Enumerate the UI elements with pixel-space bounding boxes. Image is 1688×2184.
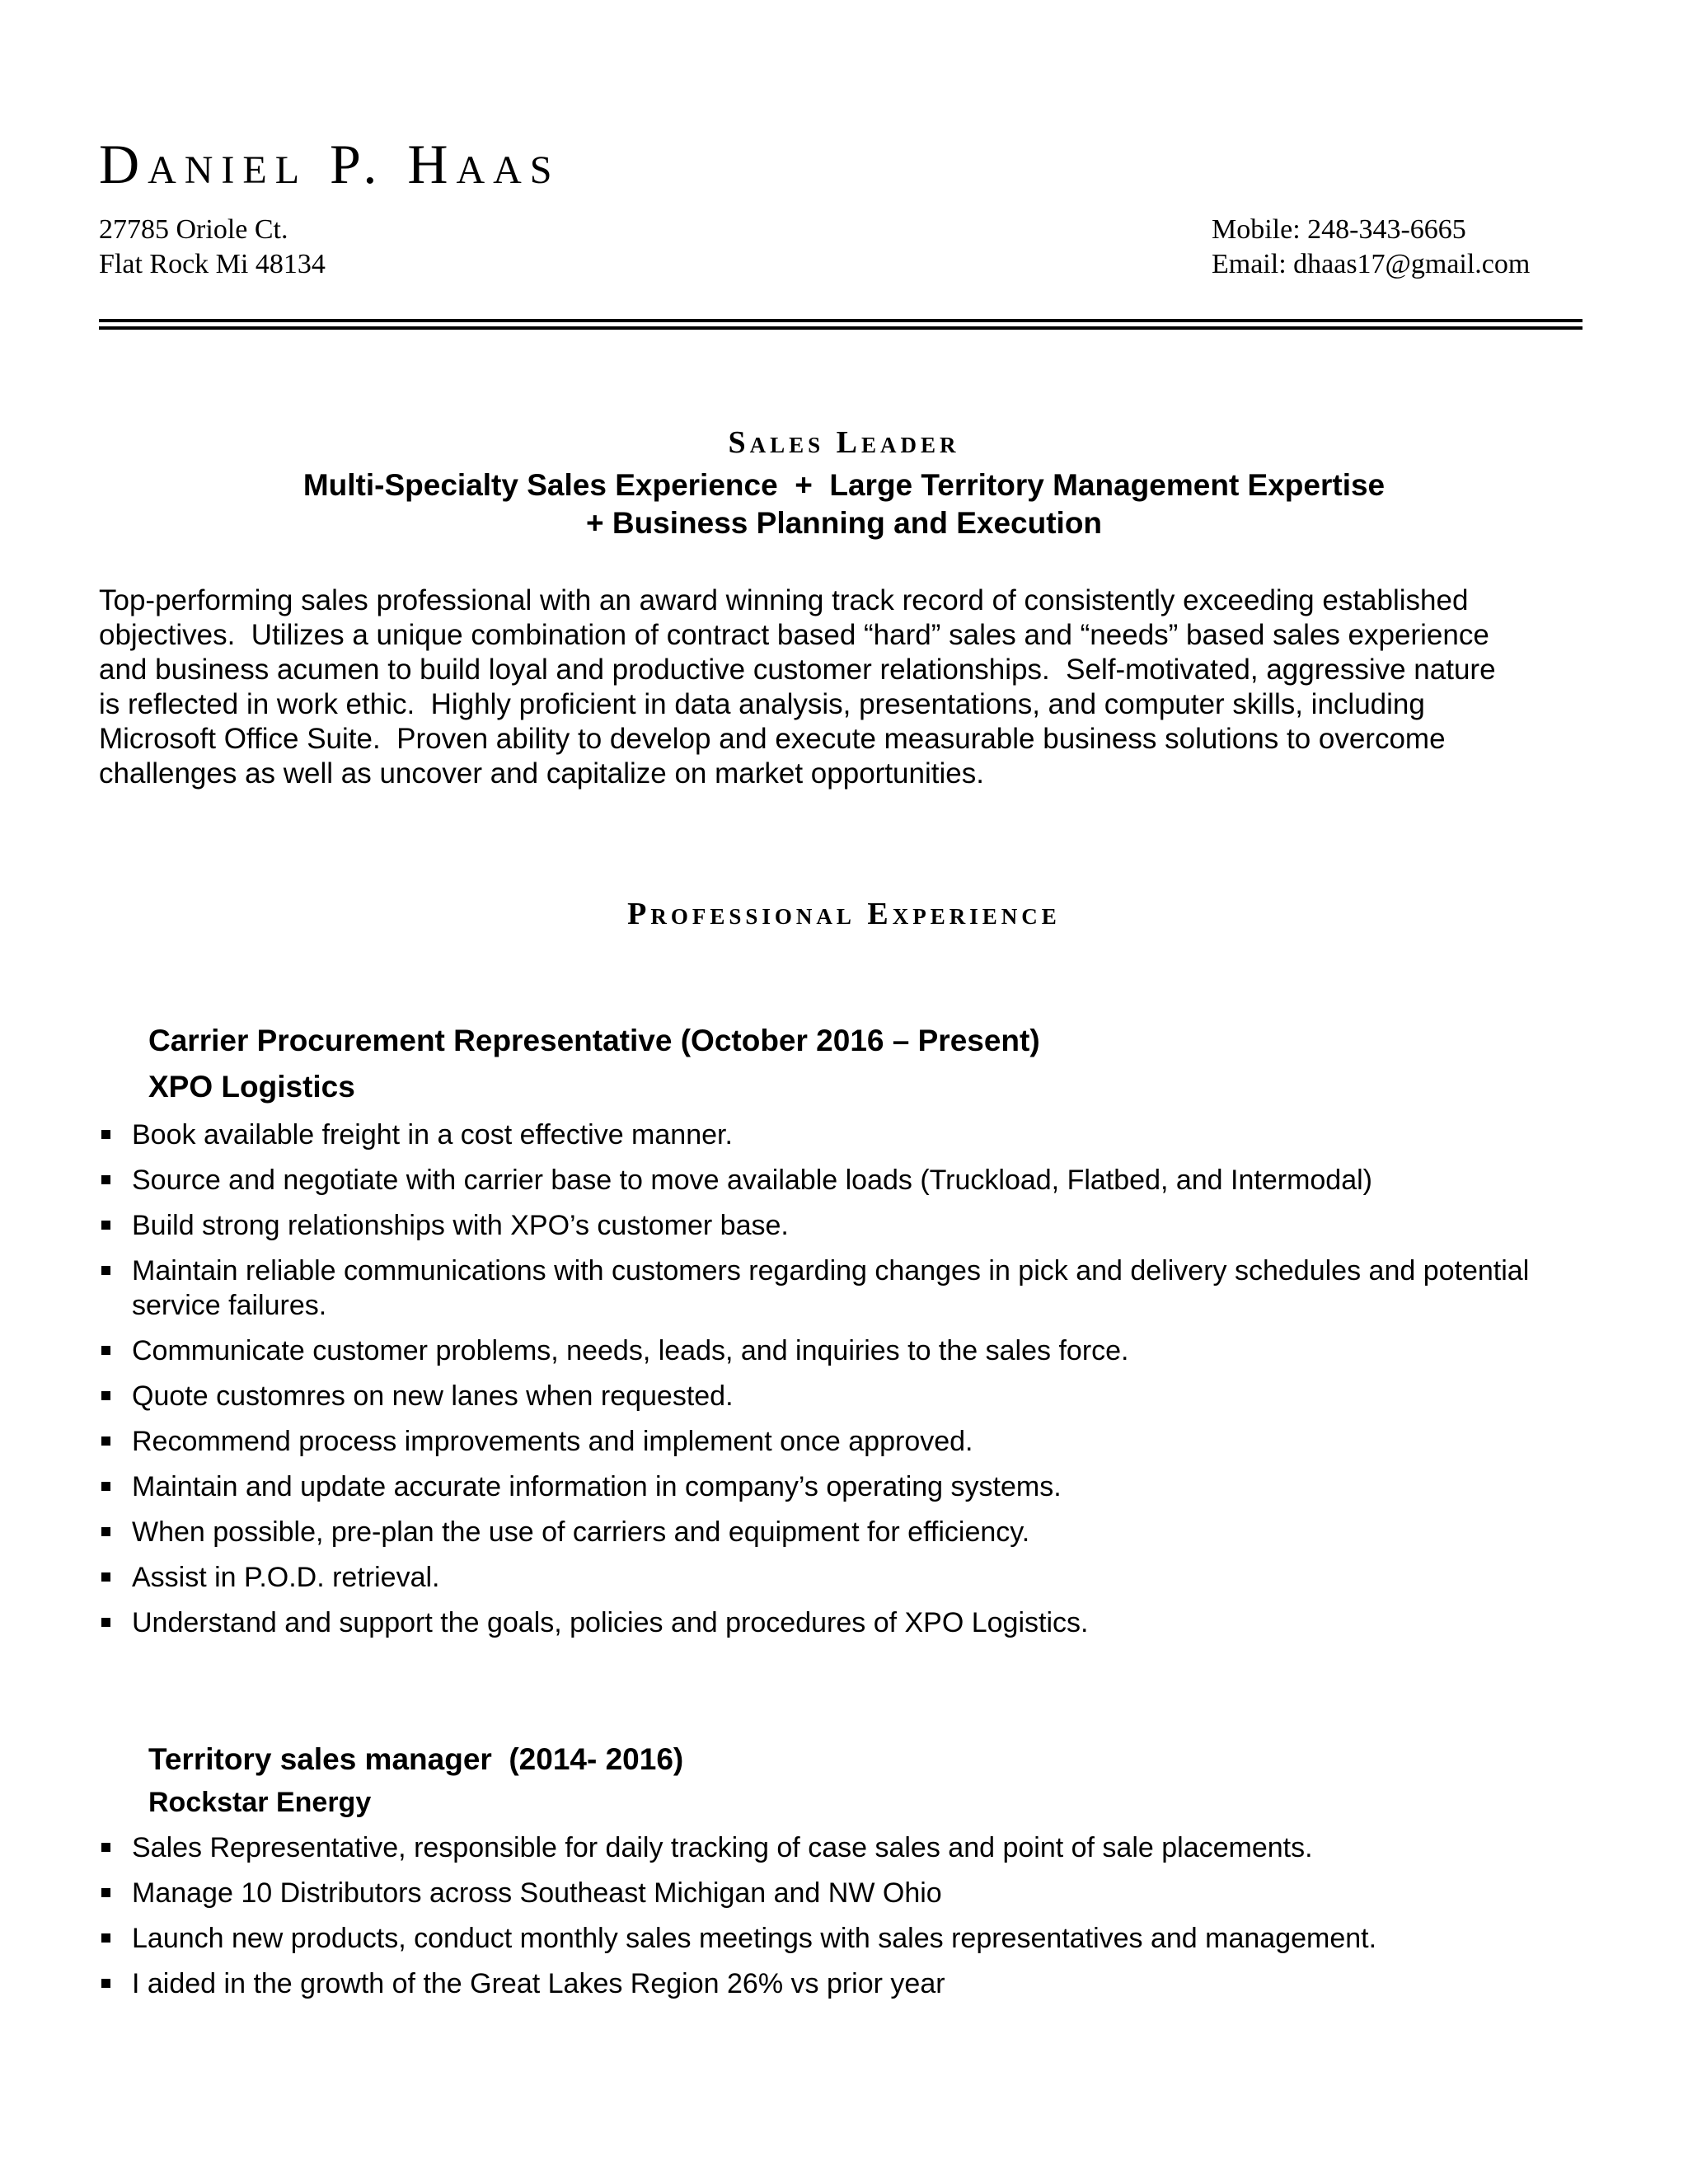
bullet-marker — [101, 1933, 110, 1943]
job-title: Territory sales manager (2014- 2016) — [148, 1742, 684, 1776]
bullet-text: Understand and support the goals, policies and procedures of XPO Logistics. — [132, 1607, 1089, 1638]
bullet-text: Book available freight in a cost effective manner. — [132, 1119, 733, 1151]
summary-line: Top-performing sales professional with an award winning track record of consistently exceeding established — [99, 584, 1469, 616]
tagline-line: Multi-Specialty Sales Experience + Large Territory Management Expertise — [302, 468, 1386, 502]
list-item — [99, 1333, 1582, 1368]
address-line-street: 27785 Oriole Ct. — [99, 214, 288, 245]
bullet-marker — [101, 1979, 110, 1988]
bullet-marker — [101, 1266, 110, 1275]
job-company: XPO Logistics — [148, 1070, 355, 1104]
job-title: Carrier Procurement Representative (October 2016 – Present) — [148, 1024, 1040, 1057]
contact-info — [1212, 213, 1530, 282]
bullet-marker — [101, 1482, 110, 1491]
list-item — [99, 1515, 1582, 1549]
bullet-text: Manage 10 Distributors across Southeast Michigan and NW Ohio — [132, 1877, 942, 1909]
bullet-marker — [101, 1391, 110, 1400]
mailing-address — [99, 213, 326, 282]
bullet-marker — [101, 1130, 110, 1139]
list-item — [99, 1876, 1582, 1910]
headline-title: Sales Leader — [728, 425, 960, 460]
address-line-city: Flat Rock Mi 48134 — [99, 249, 326, 279]
list-item — [99, 1966, 1582, 2001]
summary-line: is reflected in work ethic. Highly proficient in data analysis, presentations, and computer skills, including — [99, 688, 1425, 720]
bullet-marker — [101, 1843, 110, 1852]
bullet-marker — [101, 1618, 110, 1627]
bullet-text-continued: service failures. — [132, 1290, 327, 1321]
professional-summary — [99, 583, 1582, 791]
bullet-marker — [101, 1175, 110, 1184]
bullet-marker — [101, 1527, 110, 1536]
job-responsibilities — [99, 1830, 1582, 2012]
header-divider-thick — [99, 319, 1582, 322]
experience-section-title: Professional Experience — [627, 897, 1061, 931]
contact-email: Email: dhaas17@gmail.com — [1212, 249, 1531, 279]
bullet-text: Maintain and update accurate information in company’s operating systems. — [132, 1471, 1062, 1502]
list-item — [99, 1208, 1582, 1243]
list-item — [99, 1163, 1582, 1197]
bullet-text: Launch new products, conduct monthly sales meetings with sales representatives and management. — [132, 1923, 1377, 1954]
list-item — [99, 1830, 1582, 1865]
bullet-text: Quote customres on new lanes when requested. — [132, 1380, 734, 1412]
bullet-text: Source and negotiate with carrier base to move available loads (Truckload, Flatbed, and Intermodal) — [132, 1165, 1372, 1196]
list-item — [99, 1379, 1582, 1413]
bullet-marker — [101, 1572, 110, 1582]
bullet-text: Recommend process improvements and implement once approved. — [132, 1426, 973, 1457]
bullet-text: I aided in the growth of the Great Lakes Region 26% vs prior year — [132, 1968, 945, 1999]
list-item — [99, 1605, 1582, 1640]
bullet-marker — [101, 1436, 110, 1446]
list-item — [99, 1560, 1582, 1595]
list-item — [99, 1118, 1582, 1152]
summary-line: Microsoft Office Suite. Proven ability to develop and execute measurable business solutions to overcome — [99, 723, 1446, 755]
bullet-text: Build strong relationships with XPO’s customer base. — [132, 1210, 789, 1241]
bullet-marker — [101, 1346, 110, 1355]
bullet-marker — [101, 1888, 110, 1897]
contact-mobile: Mobile: 248-343-6665 — [1212, 214, 1466, 245]
bullet-text: Assist in P.O.D. retrieval. — [132, 1562, 440, 1593]
list-item — [99, 1254, 1582, 1323]
job-responsibilities — [99, 1118, 1582, 1651]
list-item — [99, 1921, 1582, 1956]
summary-line: challenges as well as uncover and capitalize on market opportunities. — [99, 757, 984, 790]
header-divider-thin — [99, 326, 1582, 330]
summary-line: objectives. Utilizes a unique combination of contract based “hard” sales and “needs” based sales experience — [99, 619, 1489, 651]
headline-tagline — [0, 466, 1688, 542]
bullet-marker — [101, 1221, 110, 1230]
job-company: Rockstar Energy — [148, 1787, 372, 1818]
bullet-text: Communicate customer problems, needs, leads, and inquiries to the sales force. — [132, 1335, 1129, 1366]
bullet-text: Sales Representative, responsible for daily tracking of case sales and point of sale placements. — [132, 1832, 1313, 1863]
summary-line: and business acumen to build loyal and productive customer relationships. Self-motivated, aggressive nature — [99, 654, 1496, 686]
tagline-line: + Business Planning and Execution — [585, 506, 1103, 540]
list-item — [99, 1469, 1582, 1504]
bullet-text: Maintain reliable communications with customers regarding changes in pick and delivery schedules and potential — [132, 1255, 1530, 1286]
candidate-name: Daniel P. Haas — [99, 133, 560, 195]
bullet-text: When possible, pre-plan the use of carriers and equipment for efficiency. — [132, 1516, 1030, 1548]
list-item — [99, 1424, 1582, 1459]
